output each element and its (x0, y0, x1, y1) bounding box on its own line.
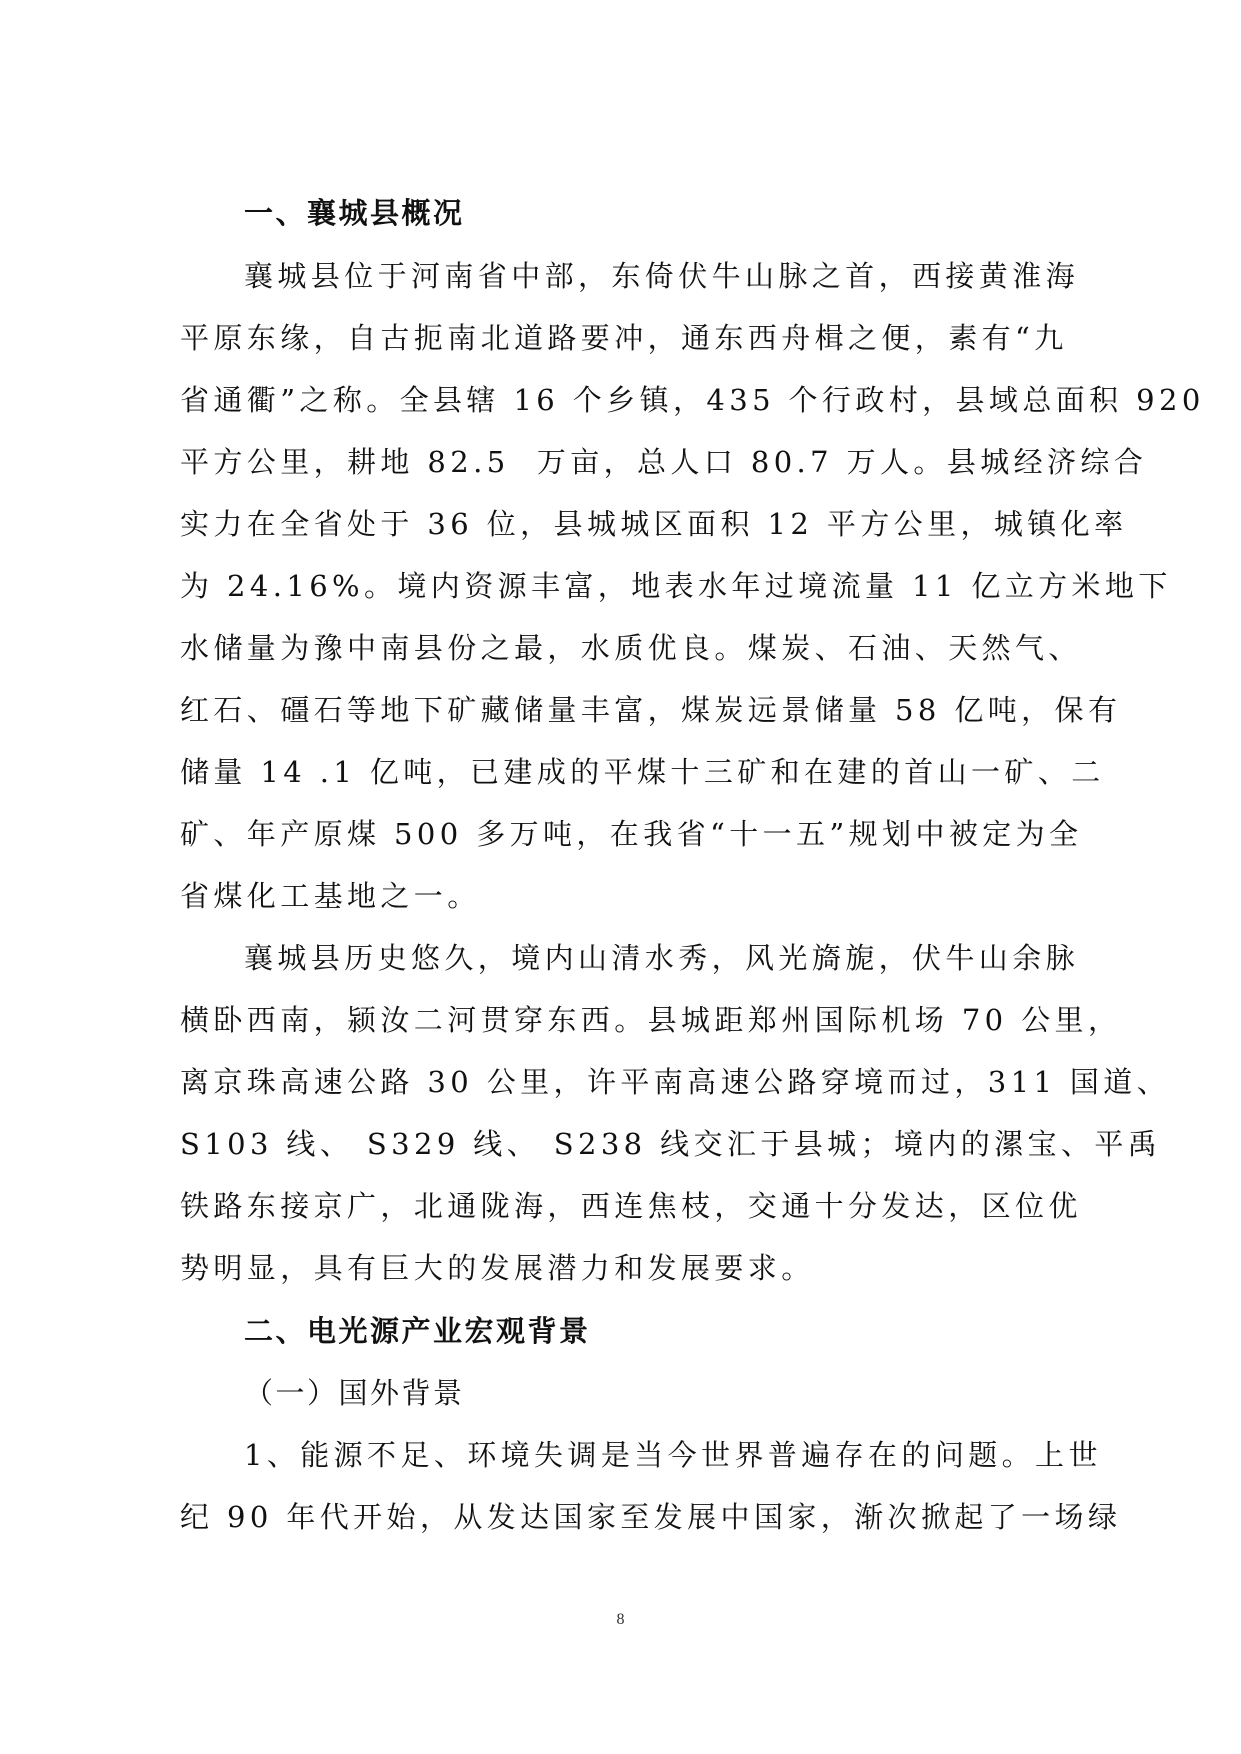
paragraph-line: 水储量为豫中南县份之最，水质优良。煤炭、石油、天然气、 (180, 631, 1082, 665)
paragraph-line: 省通衢”之称。全县辖 16 个乡镇，435 个行政村，县域总面积 920 (180, 383, 1205, 417)
paragraph-line: 1、能源不足、环境失调是当今世界普遍存在的问题。上世 (244, 1438, 1102, 1472)
paragraph-line: S103 线、 S329 线、 S238 线交汇于县城；境内的漯宝、平禹 (180, 1127, 1162, 1161)
paragraph-line: 铁路东接京广，北通陇海，西连焦枝，交通十分发达，区位优 (180, 1189, 1082, 1223)
section-heading-overview: 一、襄城县概况 (244, 196, 465, 230)
paragraph-line: 横卧西南，颍汝二河贯穿东西。县城距郑州国际机场 70 公里， (180, 1003, 1122, 1037)
paragraph-line: 矿、年产原煤 500 多万吨，在我省“十一五”规划中被定为全 (180, 817, 1083, 851)
paragraph-line: 实力在全省处于 36 位，县城城区面积 12 平方公里，城镇化率 (180, 507, 1128, 541)
page-number: 8 (616, 1611, 625, 1628)
section-heading-background: 二、电光源产业宏观背景 (244, 1314, 591, 1348)
paragraph-line: 襄城县历史悠久，境内山清水秀，风光旖旎，伏牛山余脉 (244, 941, 1080, 975)
subsection-heading-foreign: （一）国外背景 (244, 1376, 465, 1410)
paragraph-line: 势明显，具有巨大的发展潜力和发展要求。 (180, 1251, 815, 1285)
paragraph-line: 襄城县位于河南省中部，东倚伏牛山脉之首，西接黄淮海 (244, 259, 1080, 293)
paragraph-line: 离京珠高速公路 30 公里，许平南高速公路穿境而过，311 国道、 (180, 1065, 1171, 1099)
paragraph-line: 平方公里，耕地 82.5 万亩，总人口 80.7 万人。县城经济综合 (180, 445, 1148, 479)
paragraph-line: 省煤化工基地之一。 (180, 879, 481, 913)
paragraph-line: 平原东缘，自古扼南北道路要冲，通东西舟楫之便，素有“九 (180, 321, 1068, 355)
paragraph-line: 储量 14 .1 亿吨，已建成的平煤十三矿和在建的首山一矿、二 (180, 755, 1105, 789)
paragraph-line: 红石、礓石等地下矿藏储量丰富，煤炭远景储量 58 亿吨，保有 (180, 693, 1122, 727)
paragraph-line: 为 24.16%。境内资源丰富，地表水年过境流量 11 亿立方米地下 (180, 569, 1172, 603)
paragraph-line: 纪 90 年代开始，从发达国家至发展中国家，渐次掀起了一场绿 (180, 1500, 1122, 1534)
